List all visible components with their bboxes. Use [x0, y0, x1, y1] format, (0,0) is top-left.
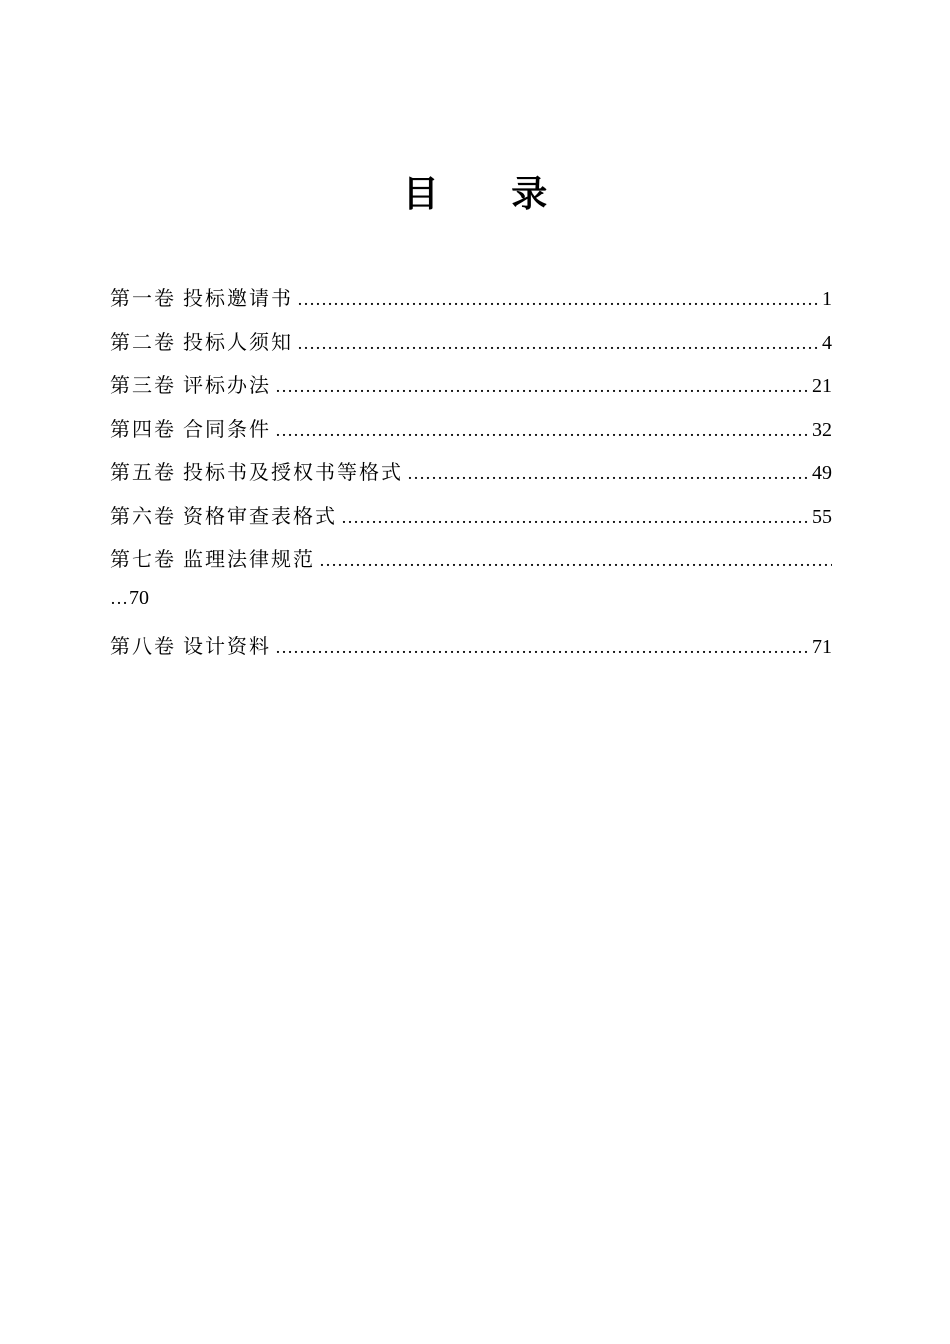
toc-entry-2[interactable]	[110, 326, 832, 370]
toc-page-number: 4	[822, 331, 832, 354]
table-of-contents	[110, 282, 832, 674]
toc-entry-label: 第四卷 合同条件	[110, 418, 271, 441]
toc-entry-label: 第六卷 资格审查表格式	[110, 505, 337, 528]
toc-entry-label: 第二卷 投标人须知	[110, 331, 293, 354]
toc-page-number: 32	[812, 418, 832, 441]
toc-entry-label: 第五卷 投标书及授权书等格式	[110, 462, 403, 484]
toc-entry-8[interactable]	[110, 630, 832, 674]
toc-page-number: 70	[129, 586, 149, 609]
toc-entry-1[interactable]	[110, 282, 832, 326]
toc-entry-label: 第一卷 投标邀请书	[110, 288, 293, 310]
toc-entry-7[interactable]	[110, 543, 832, 630]
toc-page-number: 71	[812, 636, 832, 658]
toc-entry-label: 第三卷 评标办法	[110, 375, 271, 397]
toc-entry-4[interactable]	[110, 413, 832, 457]
toc-leader-dots	[337, 507, 811, 528]
toc-page-number: 55	[812, 505, 832, 528]
toc-title: 目 录	[402, 173, 578, 215]
toc-leader-dots	[315, 550, 832, 571]
toc-leader-dots	[271, 376, 811, 397]
toc-leader-dots	[271, 637, 811, 658]
toc-leader-dots	[403, 463, 811, 484]
toc-page-number: 49	[812, 462, 832, 484]
toc-leader-dots	[293, 289, 821, 310]
toc-leader-dots: …	[110, 587, 128, 608]
toc-entry-3[interactable]	[110, 369, 832, 413]
toc-leader-dots	[271, 420, 811, 441]
toc-entry-5[interactable]	[110, 456, 832, 500]
toc-entry-label: 第七卷 监理法律规范	[110, 549, 315, 571]
toc-leader-dots	[293, 333, 821, 354]
toc-entry-6[interactable]	[110, 500, 832, 544]
toc-entry-label: 第八卷 设计资料	[110, 636, 271, 658]
toc-page-number: 21	[812, 375, 832, 397]
toc-page-number: 1	[822, 288, 832, 310]
